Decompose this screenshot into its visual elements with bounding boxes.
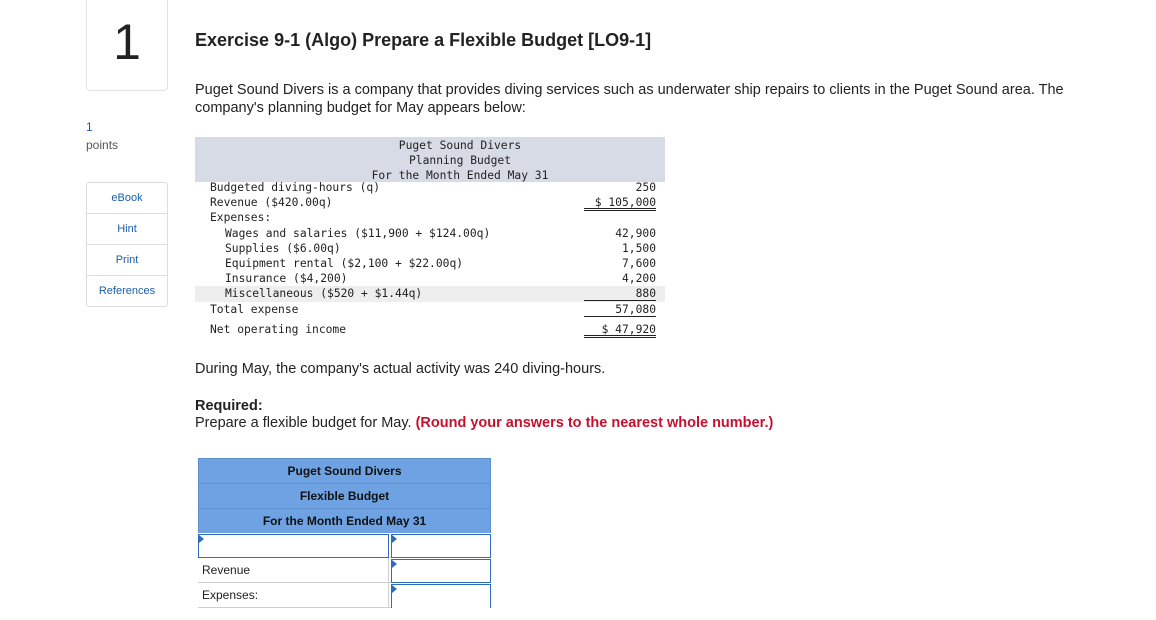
- planning-row-supplies: [195, 241, 665, 256]
- expenses-label: Expenses:: [198, 583, 389, 607]
- row-value: 880: [584, 286, 656, 301]
- row-value: $ 47,920: [584, 322, 656, 338]
- row-value: 1,500: [621, 241, 656, 255]
- revenue-label: Revenue: [198, 558, 389, 582]
- planning-row-net-operating-income: [195, 322, 665, 337]
- activity-value-input[interactable]: [391, 534, 491, 558]
- row-value: $ 105,000: [584, 195, 656, 211]
- hint-link[interactable]: Hint: [87, 214, 167, 245]
- dropdown-marker-icon: [392, 560, 397, 568]
- planning-row-miscellaneous: [195, 286, 665, 301]
- required-text: [195, 415, 773, 431]
- planning-row-expenses: [195, 210, 665, 225]
- row-label: Expenses:: [210, 211, 272, 225]
- required-instruction: Prepare a flexible budget for May.: [195, 415, 412, 431]
- row-label: Budgeted diving-hours (q): [210, 181, 381, 194]
- flexible-budget-title: Flexible Budget: [198, 483, 491, 508]
- required-heading: Required:: [195, 398, 263, 414]
- references-link[interactable]: References: [98, 285, 156, 297]
- row-label: Insurance ($4,200): [225, 272, 348, 286]
- ebook-link[interactable]: eBook: [87, 183, 167, 214]
- expenses-value-input[interactable]: [391, 584, 491, 608]
- exercise-intro: Puget Sound Divers is a company that provides diving services such as underwater ship repairs to clients in the Puget Sound area. The company's planning budget for May appears below:: [195, 82, 1064, 116]
- row-value: 42,900: [615, 226, 656, 240]
- flexible-budget-table: [198, 458, 491, 608]
- planning-row-total-expense: [195, 302, 665, 317]
- row-label: Supplies ($6.00q): [225, 241, 341, 255]
- row-label: Equipment rental ($2,100 + $22.00q): [225, 256, 464, 270]
- flexible-budget-period: For the Month Ended May 31: [198, 508, 491, 533]
- flexible-company-name: Puget Sound Divers: [198, 458, 491, 483]
- row-label: Revenue ($420.00q): [210, 196, 333, 210]
- planning-budget-period: For the Month Ended May 31: [371, 169, 549, 182]
- activity-label-input[interactable]: [198, 534, 389, 558]
- flexible-row-expenses: [198, 583, 491, 608]
- question-number: 1: [113, 14, 141, 70]
- planning-row-diving-hours: [195, 180, 665, 195]
- planning-row-wages: [195, 226, 665, 241]
- planning-row-equipment: [195, 256, 665, 271]
- planning-budget-table: [195, 137, 665, 337]
- revenue-value-input[interactable]: [391, 559, 491, 583]
- flexible-row-activity: [198, 533, 491, 558]
- dropdown-marker-icon: [392, 585, 397, 593]
- points-label: points: [86, 138, 119, 152]
- planning-company-name: Puget Sound Divers: [398, 139, 522, 152]
- exercise-title: Exercise 9-1 (Algo) Prepare a Flexible Budget [LO9-1]: [195, 30, 652, 50]
- flexible-row-revenue: [198, 558, 491, 583]
- row-value: 7,600: [621, 256, 656, 270]
- row-value: 4,200: [621, 272, 656, 286]
- planning-budget-title: Planning Budget: [408, 154, 512, 167]
- dropdown-marker-icon: [392, 535, 397, 543]
- planning-row-revenue: [195, 195, 665, 210]
- row-value: 57,080: [584, 302, 656, 317]
- points-value: 1: [86, 120, 93, 134]
- side-menu: [86, 182, 168, 307]
- question-number-box: [86, 0, 168, 91]
- actual-activity-text: During May, the company's actual activity was 240 diving-hours.: [195, 361, 606, 377]
- rounding-note: (Round your answers to the nearest whole number.): [415, 415, 774, 431]
- dropdown-marker-icon: [199, 535, 204, 543]
- row-label: Wages and salaries ($11,900 + $124.00q): [225, 226, 491, 240]
- print-link[interactable]: Print: [87, 245, 167, 276]
- planning-budget-header: [195, 137, 665, 182]
- row-label: Net operating income: [210, 322, 347, 336]
- row-label: Miscellaneous ($520 + $1.44q): [225, 287, 423, 301]
- planning-row-insurance: [195, 271, 665, 286]
- row-value: 250: [635, 181, 656, 194]
- row-label: Total expense: [210, 302, 299, 316]
